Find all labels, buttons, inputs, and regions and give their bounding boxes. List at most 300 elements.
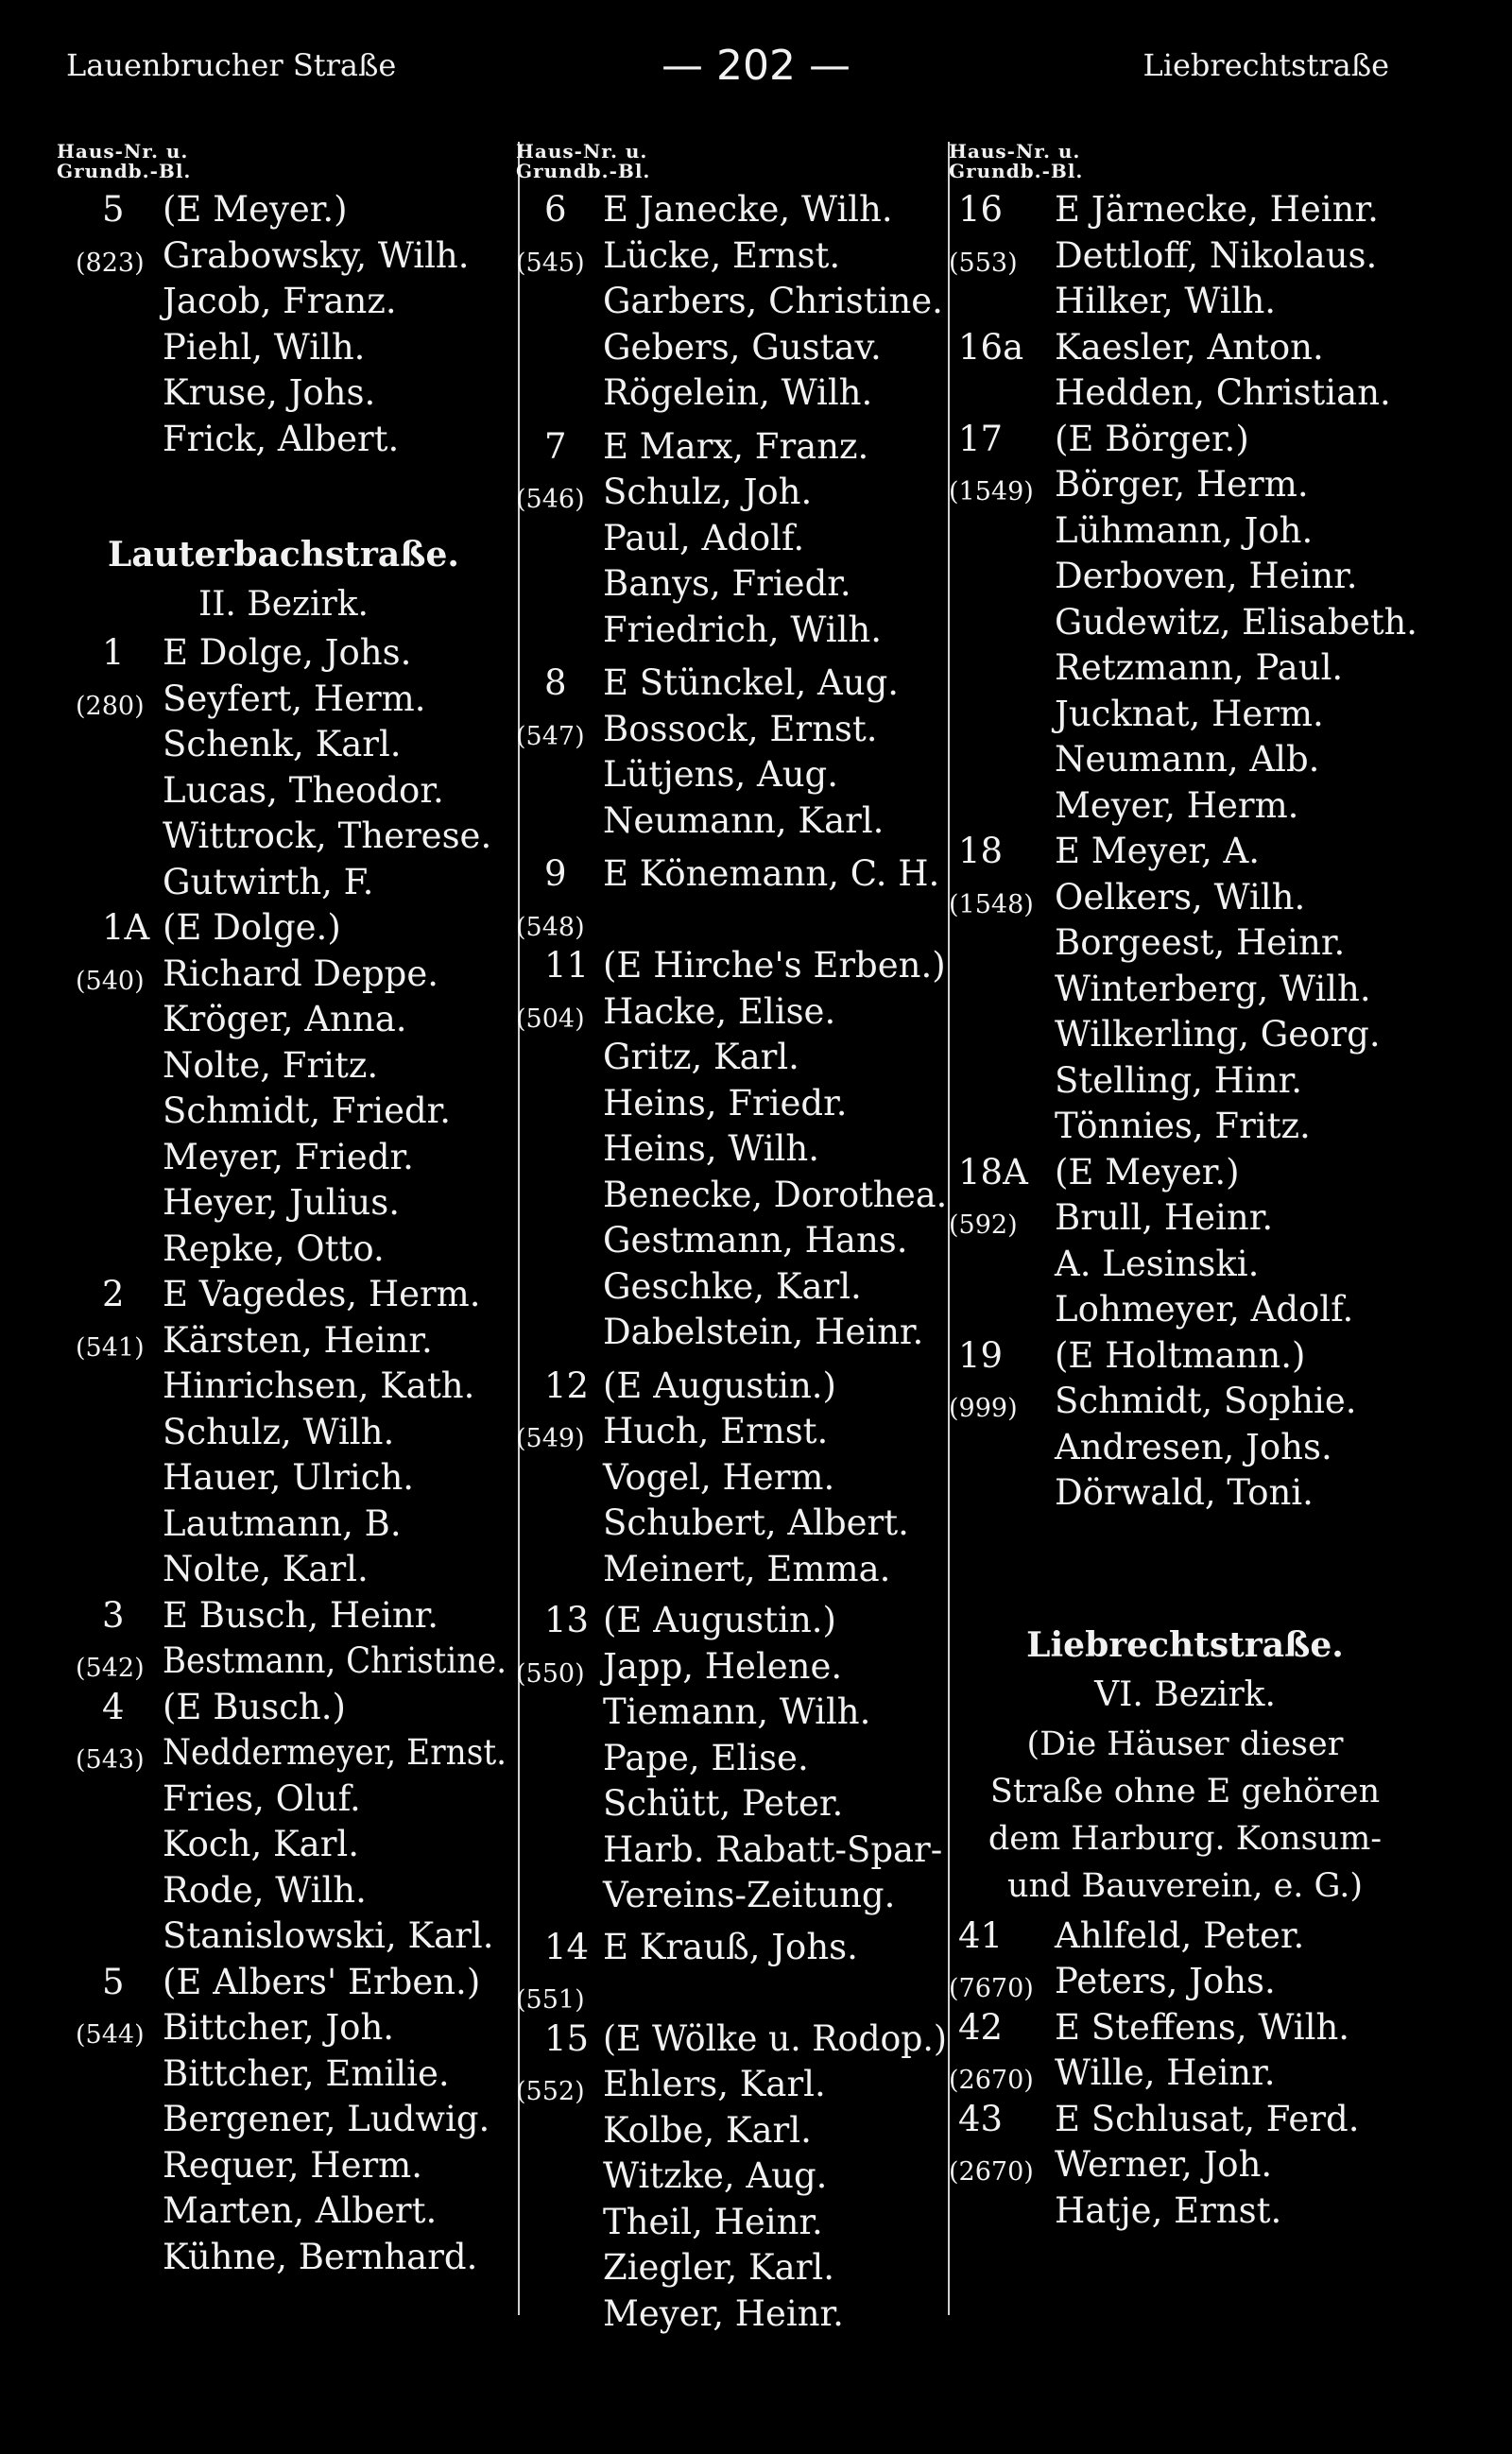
land-register-number: (544) (76, 2020, 145, 2050)
resident-name: Peters, Johs. (1055, 1961, 1276, 2001)
land-register-number: (552) (516, 2077, 585, 2106)
spacer (516, 1356, 951, 1364)
resident-name: Lücke, Ernst. (603, 234, 841, 276)
directory-entry (949, 737, 1421, 783)
resident-name: Kröger, Anna. (163, 999, 407, 1039)
directory-entry (516, 2016, 951, 2063)
directory-entry (57, 233, 510, 280)
resident-name: Hedden, Christian. (1055, 372, 1391, 413)
resident-name: Schulz, Joh. (603, 472, 813, 512)
directory-entry (57, 279, 510, 325)
resident-name: E Busch, Heinr. (163, 1594, 439, 1636)
resident-name: Gutwirth, F. (163, 861, 374, 902)
house-number: 3 (102, 1594, 125, 1636)
resident-name: Schütt, Peter. (603, 1783, 844, 1824)
directory-entry (949, 1287, 1421, 1333)
directory-entry (949, 829, 1421, 875)
resident-name: Nolte, Karl. (163, 1549, 369, 1589)
resident-name: Stanislowski, Karl. (163, 1915, 494, 1956)
house-number: 14 (544, 1926, 590, 1967)
resident-name: Pape, Elise. (603, 1737, 809, 1778)
resident-name: (E Busch.) (163, 1686, 346, 1727)
resident-name: Gudewitz, Elisabeth. (1055, 601, 1418, 643)
land-register-number: (545) (516, 248, 585, 278)
directory-entry (57, 1685, 510, 1731)
spacer (516, 844, 951, 851)
resident-name: (E Meyer.) (1055, 1151, 1240, 1193)
directory-entry (57, 2051, 510, 2098)
directory-entry (57, 325, 510, 371)
directory-entry (949, 370, 1421, 417)
resident-name: Borgeest, Heinr. (1055, 922, 1346, 963)
directory-entry (57, 1318, 510, 1364)
district-label: VI. Bezirk. (1094, 1674, 1276, 1714)
street-heading: Lauterbachstraße. (108, 535, 459, 575)
resident-name: (E Dolge.) (163, 907, 341, 948)
directory-entry (516, 752, 951, 798)
resident-name: Fries, Oluf. (163, 1777, 361, 1819)
column-3 (949, 142, 1421, 2234)
directory-entry (516, 233, 951, 280)
directory-entry (949, 233, 1421, 280)
directory-entry (516, 661, 951, 707)
resident-name: Paul, Adolf. (603, 517, 805, 558)
resident-name: Heins, Wilh. (603, 1128, 819, 1169)
house-number: 6 (544, 189, 567, 230)
resident-name: Benecke, Dorothea. (603, 1174, 948, 1215)
resident-name: Requer, Herm. (163, 2144, 423, 2186)
resident-name: Lucas, Theodor. (163, 769, 444, 811)
resident-name: E Järnecke, Heinr. (1055, 189, 1379, 230)
land-register-number: (553) (949, 248, 1018, 278)
resident-name: Oelkers, Wilh. (1055, 876, 1306, 918)
resident-name: Hinrichsen, Kath. (163, 1365, 475, 1406)
resident-name: Bittcher, Joh. (163, 2007, 395, 2048)
land-register-number: (551) (516, 1985, 585, 2015)
resident-name: (E Augustin.) (603, 1364, 836, 1406)
directory-entry (949, 508, 1421, 555)
resident-name: E Steffens, Wilh. (1055, 2006, 1350, 2048)
directory-entry (949, 2097, 1421, 2143)
directory-entry (57, 1960, 510, 2006)
directory-entry (949, 1104, 1421, 1150)
land-register-number: (549) (516, 1424, 585, 1453)
resident-name: A. Lesinski. (1055, 1243, 1260, 1284)
resident-name: Japp, Helene. (603, 1645, 843, 1687)
resident-name: Tönnies, Fritz. (1055, 1106, 1311, 1146)
directory-entry (516, 1455, 951, 1502)
house-number: 16 (958, 189, 1004, 230)
house-number: 41 (958, 1914, 1004, 1956)
directory-entry (516, 187, 951, 233)
resident-name: Nolte, Fritz. (163, 1044, 379, 1086)
directory-entry (949, 692, 1421, 738)
resident-name: Retzmann, Paul. (1055, 647, 1344, 688)
house-number: 7 (544, 425, 567, 467)
resident-name: (E Börger.) (1055, 418, 1249, 459)
land-register-number: (550) (516, 1658, 585, 1689)
directory-entry (57, 677, 510, 723)
house-number: 13 (544, 1600, 590, 1640)
directory-entry (57, 1180, 510, 1227)
directory-entry (57, 768, 510, 815)
directory-entry (516, 2200, 951, 2246)
resident-name: Derboven, Heinr. (1055, 556, 1358, 596)
column-header-line1: Haus-Nr. u. (516, 140, 648, 163)
resident-name: Witzke, Aug. (603, 2155, 828, 2196)
directory-entry (516, 1828, 951, 1874)
house-number: 1 (102, 632, 125, 673)
land-register-number: (504) (516, 1004, 585, 1034)
directory-entry (516, 2245, 951, 2291)
land-register-number: (7670) (949, 1974, 1034, 2003)
column-header (57, 142, 510, 181)
directory-entry (57, 187, 510, 233)
resident-name: Gritz, Karl. (603, 1037, 799, 1077)
directory-entry (516, 1218, 951, 1264)
directory-entry (516, 1126, 951, 1173)
resident-name: Rögelein, Wilh. (603, 372, 873, 413)
house-number: 5 (102, 189, 125, 230)
directory-entry (949, 554, 1421, 600)
resident-name: Kühne, Bernhard. (163, 2236, 478, 2277)
resident-name: Dettloff, Nikolaus. (1055, 234, 1378, 276)
directory-entry (949, 2005, 1421, 2051)
directory-entry (57, 722, 510, 768)
house-number: 43 (958, 2098, 1004, 2139)
directory-entry (949, 2142, 1421, 2188)
street-note: Straße ohne E gehören (989, 1772, 1381, 1810)
directory-entry (57, 1364, 510, 1410)
house-number: 9 (544, 853, 567, 894)
directory-entry (516, 943, 951, 989)
directory-entry (57, 2188, 510, 2235)
resident-name: Ziegler, Karl. (603, 2247, 834, 2288)
directory-entry (516, 1310, 951, 1356)
resident-name: Ehlers, Karl. (603, 2064, 826, 2104)
resident-name: E Stünckel, Aug. (603, 662, 900, 703)
resident-name: Schmidt, Sophie. (1055, 1381, 1357, 1421)
resident-name: Bergener, Ludwig. (163, 2099, 490, 2139)
directory-entry (949, 1913, 1421, 1960)
directory-entry (949, 1058, 1421, 1105)
column-2 (516, 142, 951, 2337)
directory-entry (516, 1736, 951, 1782)
directory-entry (949, 1470, 1421, 1517)
resident-name: Vereins-Zeitung. (603, 1875, 896, 1915)
directory-entry (949, 417, 1421, 463)
directory-entry (516, 2291, 951, 2338)
page-number: — 202 — (662, 42, 850, 90)
resident-name: Kaesler, Anton. (1055, 326, 1324, 368)
directory-entry (949, 600, 1421, 646)
directory-entry (949, 325, 1421, 371)
directory-entry (516, 279, 951, 325)
resident-name: Seyfert, Herm. (163, 678, 426, 719)
resident-name: Harb. Rabatt-Spar- (603, 1828, 943, 1870)
directory-entry (516, 2108, 951, 2154)
directory-entry (516, 1035, 951, 1081)
directory-entry (516, 898, 951, 944)
resident-name: Vogel, Herm. (603, 1456, 835, 1498)
house-number: 42 (958, 2006, 1004, 2048)
directory-entry (516, 1264, 951, 1311)
directory-entry (949, 1333, 1421, 1380)
spacer (949, 1517, 1421, 1621)
resident-name: Hauer, Ulrich. (163, 1457, 415, 1498)
resident-name: Lohmeyer, Adolf. (1055, 1289, 1354, 1330)
resident-name: E Dolge, Johs. (163, 632, 412, 673)
directory-entry (516, 470, 951, 516)
resident-name: Ahlfeld, Peter. (1055, 1914, 1305, 1956)
directory-entry (949, 1379, 1421, 1425)
directory-entry (57, 2143, 510, 2189)
resident-name: (E Meyer.) (163, 189, 348, 230)
resident-name: Hacke, Elise. (603, 990, 836, 1032)
resident-name: Börger, Herm. (1055, 464, 1309, 505)
resident-name: Richard Deppe. (163, 952, 439, 994)
resident-name: Winterberg, Wilh. (1055, 968, 1371, 1009)
resident-name: Gestmann, Hans. (603, 1220, 908, 1261)
directory-entry (516, 1501, 951, 1547)
resident-name: Grabowsky, Wilh. (163, 234, 470, 276)
land-register-number: (592) (949, 1210, 1018, 1240)
resident-name: Marten, Albert. (163, 2190, 438, 2231)
header-left-street: Lauenbrucher Straße (66, 47, 397, 83)
house-number: 2 (102, 1274, 125, 1314)
directory-entry (57, 2097, 510, 2143)
resident-name: Meyer, Friedr. (163, 1136, 414, 1177)
resident-name: Banys, Friedr. (603, 563, 851, 604)
column-header (516, 142, 951, 181)
resident-name: Hatje, Ernst. (1055, 2189, 1282, 2231)
directory-entry (949, 967, 1421, 1013)
resident-name: Meinert, Emma. (603, 1548, 891, 1589)
directory-entry (949, 875, 1421, 921)
resident-name: Heyer, Julius. (163, 1182, 401, 1223)
directory-entry (57, 1502, 510, 1548)
resident-name: Kolbe, Karl. (603, 2109, 812, 2151)
directory-entry (57, 1593, 510, 1639)
directory-entry (949, 645, 1421, 692)
resident-name: Tiemann, Wilh. (603, 1691, 871, 1732)
directory-entry (949, 1242, 1421, 1288)
directory-entry (57, 905, 510, 952)
resident-name: Schubert, Albert. (603, 1502, 909, 1543)
directory-entry (57, 1455, 510, 1502)
directory-entry (57, 370, 510, 417)
directory-entry (57, 1730, 510, 1776)
resident-name: Frick, Albert. (163, 418, 400, 459)
house-number: 12 (544, 1364, 590, 1406)
resident-name: Lütjens, Aug. (603, 754, 838, 795)
resident-name: Theil, Heinr. (603, 2201, 823, 2242)
resident-name: E Vagedes, Herm. (163, 1274, 481, 1314)
directory-entry (949, 279, 1421, 325)
directory-entry (516, 1547, 951, 1593)
resident-name: Meyer, Herm. (1055, 784, 1299, 826)
directory-entry (57, 1868, 510, 1914)
directory-entry (516, 1364, 951, 1410)
directory-entry (516, 798, 951, 845)
directory-entry (516, 1781, 951, 1828)
resident-name: Rode, Wilh. (163, 1869, 367, 1911)
resident-name: Heins, Friedr. (603, 1082, 848, 1124)
resident-name: Schenk, Karl. (163, 724, 402, 764)
directory-entry (57, 630, 510, 677)
house-number: 18A (958, 1151, 1028, 1193)
resident-name: Lautmann, B. (163, 1502, 402, 1544)
resident-name: Andresen, Johs. (1055, 1426, 1332, 1467)
resident-name: Repke, Otto. (163, 1227, 385, 1269)
directory-entry (516, 1925, 951, 1971)
directory-entry (516, 1173, 951, 1219)
land-register-number: (280) (76, 691, 145, 721)
directory-entry (57, 1639, 510, 1685)
directory-entry (57, 814, 510, 860)
land-register-number: (999) (949, 1394, 1018, 1423)
resident-name: E Janecke, Wilh. (603, 189, 893, 230)
spacer (516, 653, 951, 661)
column-header-line2: Grundb.-Bl. (516, 160, 651, 182)
directory-entry (516, 1598, 951, 1644)
directory-entry (516, 561, 951, 608)
directory-entry (949, 1150, 1421, 1196)
land-register-number: (541) (76, 1332, 145, 1363)
resident-name: Koch, Karl. (163, 1824, 359, 1864)
column-header-line1: Haus-Nr. u. (57, 140, 189, 163)
land-register-number: (547) (516, 721, 585, 751)
directory-entry (57, 2235, 510, 2281)
resident-name: (E Holtmann.) (1055, 1334, 1306, 1376)
directory-entry (949, 920, 1421, 967)
directory-entry (57, 997, 510, 1043)
resident-name: Meyer, Heinr. (603, 2292, 844, 2334)
house-number: 17 (958, 418, 1004, 459)
directory-entry (949, 1425, 1421, 1471)
resident-name: Bittcher, Emilie. (163, 2052, 450, 2094)
land-register-number: (1549) (949, 477, 1034, 506)
land-register-number: (548) (516, 912, 585, 942)
directory-entry (949, 462, 1421, 508)
column-header (949, 142, 1421, 181)
street-note: (Die Häuser dieser (1026, 1725, 1344, 1763)
resident-name: Schulz, Wilh. (163, 1411, 395, 1452)
directory-entry (57, 417, 510, 463)
land-register-number: (540) (76, 966, 145, 996)
resident-name: Dörwald, Toni. (1055, 1472, 1314, 1513)
directory-entry (949, 2051, 1421, 2097)
resident-name: Schmidt, Friedr. (163, 1090, 452, 1131)
directory-entry (516, 851, 951, 898)
street-note: dem Harburg. Konsum- (988, 1819, 1383, 1858)
resident-name: E Marx, Franz. (603, 425, 869, 467)
directory-entry (949, 1195, 1421, 1242)
house-number: 4 (102, 1686, 125, 1727)
resident-name: Jucknat, Herm. (1055, 693, 1324, 734)
resident-name: Hilker, Wilh. (1055, 281, 1277, 321)
directory-entry (57, 1547, 510, 1593)
resident-name: Garbers, Christine. (603, 281, 943, 321)
street-note: und Bauverein, e. G.) (1006, 1866, 1364, 1905)
directory-entry (57, 1043, 510, 1090)
resident-name: Dabelstein, Heinr. (603, 1312, 924, 1352)
house-number: 18 (958, 831, 1004, 871)
directory-entry (57, 1089, 510, 1135)
directory-entry (57, 1410, 510, 1456)
directory-entry (516, 2154, 951, 2200)
directory-entry (516, 1970, 951, 2016)
resident-name: Piehl, Wilh. (163, 326, 366, 368)
resident-name: Wittrock, Therese. (163, 815, 492, 856)
directory-entry (516, 370, 951, 417)
directory-entry (516, 325, 951, 371)
directory-entry (57, 1227, 510, 1273)
house-number: 11 (544, 945, 590, 986)
directory-entry (949, 2188, 1421, 2235)
directory-entry (57, 1913, 510, 1960)
directory-entry (57, 1135, 510, 1181)
land-register-number: (823) (76, 248, 145, 278)
directory-entry (949, 1012, 1421, 1058)
column-header-line2: Grundb.-Bl. (949, 160, 1084, 182)
resident-name: Kruse, Johs. (163, 372, 376, 413)
directory-entry (57, 1776, 510, 1823)
house-number: 5 (102, 1961, 125, 2002)
directory-entry (516, 1690, 951, 1736)
land-register-number: (2670) (949, 2066, 1034, 2095)
house-number: 8 (544, 662, 567, 703)
directory-entry (949, 1959, 1421, 2005)
spacer (516, 417, 951, 424)
resident-name: Brull, Heinr. (1055, 1197, 1274, 1238)
resident-name: (E Albers' Erben.) (163, 1961, 481, 2002)
land-register-number: (1548) (949, 889, 1034, 919)
resident-name: E Schlusat, Ferd. (1055, 2098, 1360, 2139)
directory-entry (57, 1822, 510, 1868)
resident-name: Bestmann, Christine. (163, 1640, 507, 1681)
district-label: II. Bezirk. (198, 585, 369, 624)
directory-entry (949, 187, 1421, 233)
directory-entry (516, 516, 951, 562)
house-number: 1A (102, 907, 150, 948)
house-number: 19 (958, 1334, 1004, 1376)
directory-entry (516, 2062, 951, 2108)
resident-name: Neddermeyer, Ernst. (163, 1732, 507, 1773)
resident-name: Gebers, Gustav. (603, 326, 882, 368)
land-register-number: (2670) (949, 2157, 1034, 2187)
column-header-line1: Haus-Nr. u. (949, 140, 1081, 163)
directory-entry (516, 1644, 951, 1690)
directory-entry (57, 2005, 510, 2051)
resident-name: Lühmann, Joh. (1055, 509, 1314, 551)
resident-name: E Könemann, C. H. (603, 853, 940, 894)
header-right-street: Liebrechtstraße (1143, 47, 1389, 83)
directory-entry (516, 707, 951, 753)
column-1 (57, 142, 510, 2280)
resident-name: Wille, Heinr. (1055, 2052, 1276, 2093)
resident-name: Jacob, Franz. (163, 281, 397, 321)
column-header-line2: Grundb.-Bl. (57, 160, 192, 182)
land-register-number: (542) (76, 1654, 145, 1683)
resident-name: Huch, Ernst. (603, 1411, 829, 1451)
land-register-number: (546) (516, 485, 585, 514)
directory-entry (516, 1409, 951, 1455)
directory-entry (516, 1081, 951, 1127)
directory-entry (57, 860, 510, 906)
house-number: 15 (544, 2017, 590, 2059)
resident-name: Bossock, Ernst. (603, 708, 878, 749)
